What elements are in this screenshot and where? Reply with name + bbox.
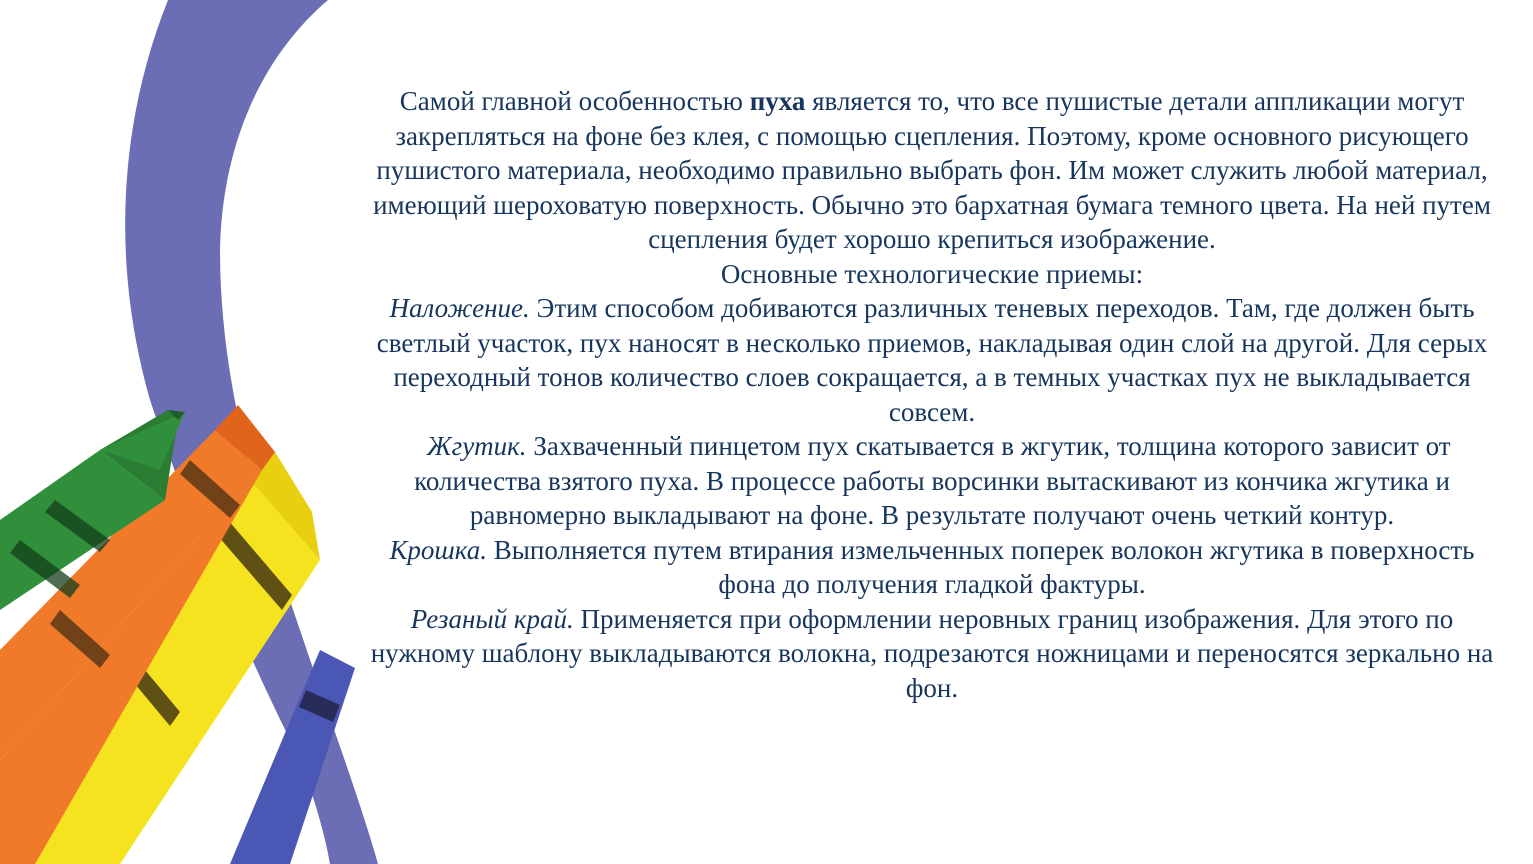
technique-rezany-kray-text: Применяется при оформлении неровных границ изображения. Для этого по нужному шаблону выкладываются волокна, подрезаются ножницами и переносятся зеркально на фон. <box>370 603 1494 703</box>
intro-bold-term: пуха <box>749 86 806 116</box>
intro-paragraph <box>362 84 1502 257</box>
technique-zhgutik <box>362 429 1502 533</box>
technique-nalozhenie-text: Этим способом добиваются различных теневых переходов. Там, где должен быть светлый участок, пух наносят в несколько приемов, накладывая один слой на другой. Для серых переходный тонов количество слоев сокращается, а в темных участках пух не выкладывается совсем. <box>376 293 1488 427</box>
intro-text-end: является то, что все пушистые детали аппликации могут закрепляться на фоне без клея, с помощью сцепления. Поэтому, кроме основного рисующего пушистого материала, необходимо правильно выбрать фон. Им может служить любой материал, имеющий шероховатую поверхность. Обычно это бархатная бумага темного цвета. На ней путем сцепления будет хорошо крепиться изображение. <box>373 86 1491 254</box>
technique-nalozhenie <box>362 291 1502 429</box>
technique-rezany-kray <box>362 602 1502 706</box>
technique-rezany-kray-term: Резаный край. <box>410 603 574 634</box>
technique-zhgutik-text: Захваченный пинцетом пух скатывается в жгутик, толщина которого зависит от количества взятого пуха. В процессе работы ворсинки вытаскивают из кончика жгутика и равномерно выкладывают на фоне. В результате получают очень четкий контур. <box>414 431 1451 530</box>
technique-zhgutik-term: Жгутик. <box>426 431 527 461</box>
main-text-block <box>362 84 1502 705</box>
technique-nalozhenie-term: Наложение. <box>389 293 530 323</box>
techniques-heading: Основные технологические приемы: <box>720 258 1144 289</box>
intro-text-start: Самой главной особенностью <box>399 86 750 116</box>
technique-kroshka <box>362 533 1502 602</box>
technique-kroshka-term: Крошка. <box>389 534 488 565</box>
technique-kroshka-text: Выполняется путем втирания измельченных поперек волокон жгутика в поверхность фона до получения гладкой фактуры. <box>487 534 1475 599</box>
